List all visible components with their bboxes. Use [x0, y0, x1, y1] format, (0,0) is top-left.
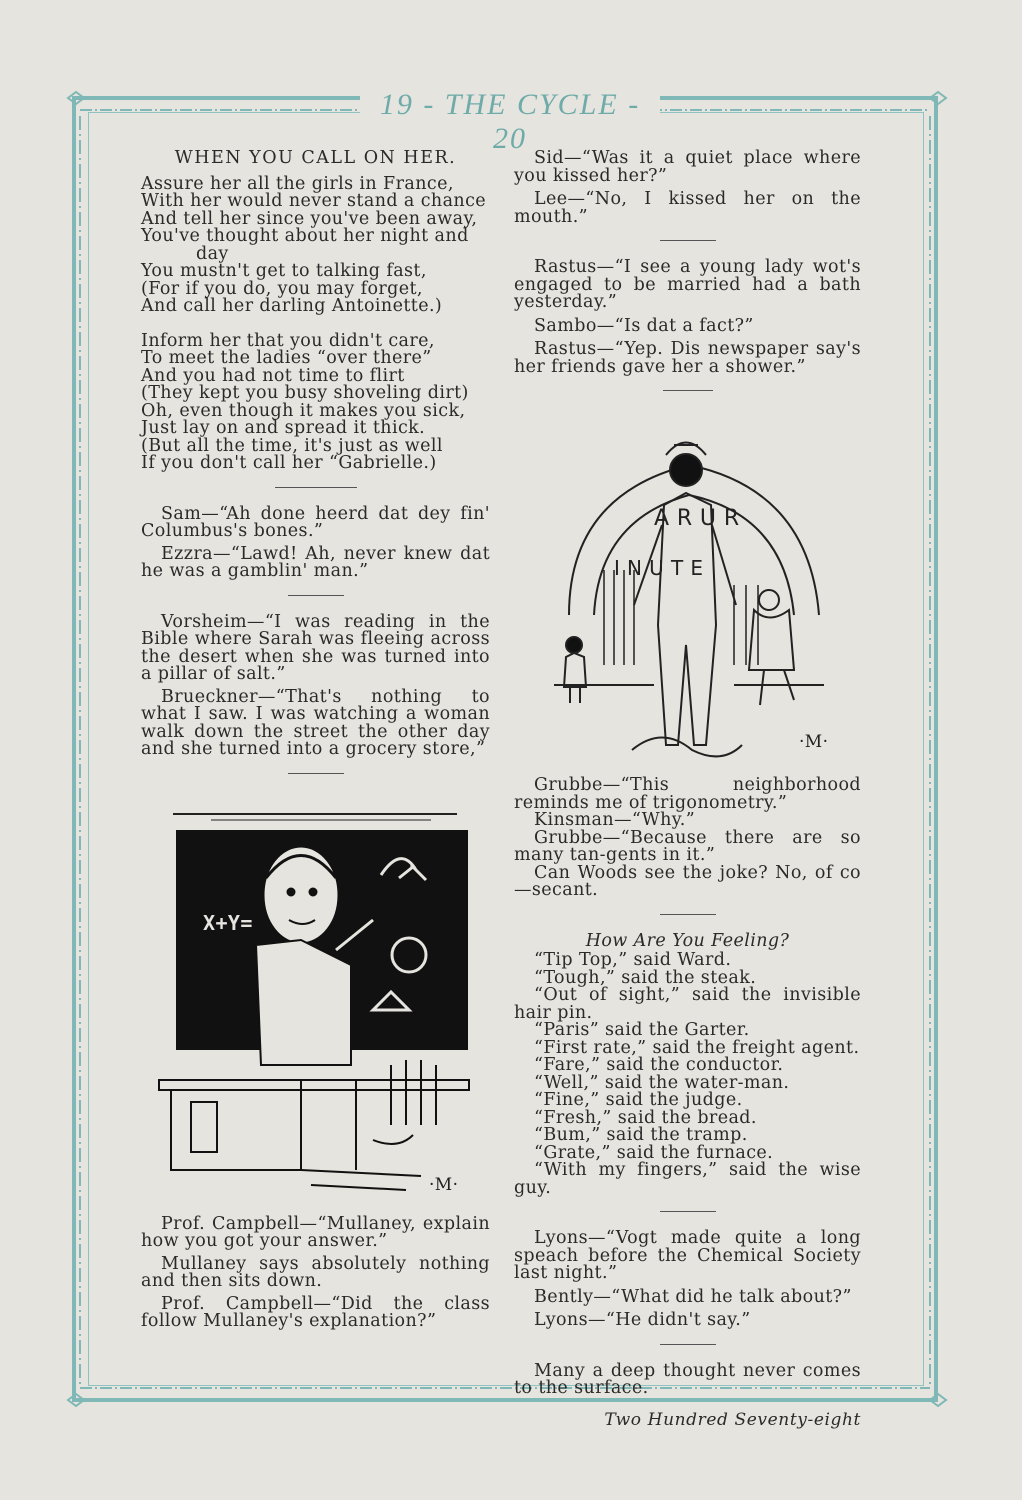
- poem-line: And you had not time to flirt: [141, 365, 405, 386]
- divider: [660, 914, 716, 915]
- artist-signature: ·M·: [429, 1174, 459, 1195]
- joke-line: Sam—“Ah done heerd dat dey fin' Columbus's bones.”: [141, 503, 490, 541]
- right-column: [514, 150, 861, 1429]
- artist-signature: ·M·: [799, 732, 829, 752]
- joke-line: Brueckner—“That's nothing to what I saw. I was watching a woman walk down the street the other day and she turned into a grocery store,”: [141, 686, 490, 759]
- joke-line: Vorsheim—“I was reading in the Bible where Sarah was fleeing across the desert when she was turned into a pillar of salt.”: [141, 611, 490, 684]
- divider: [660, 1344, 716, 1345]
- feeling-line: “Tough,” said the steak.: [534, 967, 757, 988]
- joke-line: Prof. Campbell—“Did the class follow Mullaney's explanation?”: [141, 1293, 490, 1331]
- joke-line: Sid—“Was it a quiet place where you kissed her?”: [514, 148, 861, 186]
- poem-title: WHEN YOU CALL ON HER.: [174, 148, 457, 168]
- joke-line: Kinsman—“Why.”: [534, 810, 696, 830]
- feeling-line: “Paris” said the Garter.: [534, 1020, 750, 1040]
- poem-line: Just lay on and spread it thick.: [141, 418, 426, 438]
- poem-line: And call her darling Antoinette.): [141, 296, 443, 316]
- poem-line: (For if you do, you may forget,: [141, 278, 423, 299]
- divider: [663, 390, 713, 391]
- feeling-line: “Out of sight,” said the invisible hair pin.: [514, 985, 861, 1023]
- arch-lettering-top: A R U R: [654, 506, 740, 531]
- divider: [660, 240, 716, 241]
- poem-line: You mustn't get to talking fast,: [141, 261, 427, 281]
- joke-line: Grubbe—“This neighborhood reminds me of trigonometry.”: [514, 775, 861, 813]
- institute-illustration: [514, 395, 861, 775]
- poem-line: And tell her since you've been away,: [141, 208, 478, 229]
- poem-line: Oh, even though it makes you sick,: [141, 400, 466, 421]
- poem-line: day: [196, 243, 229, 264]
- feeling-line: “Tip Top,” said Ward.: [534, 950, 732, 970]
- feeling-line: “Fresh,” said the bread.: [534, 1107, 757, 1128]
- feeling-line: “First rate,” said the freight agent.: [534, 1037, 860, 1058]
- closing-thought: Many a deep thought never comes to the surface.: [514, 1360, 861, 1398]
- poem-line: Inform her that you didn't care,: [141, 330, 435, 351]
- joke-line: Mullaney says absolutely nothing and then sits down.: [141, 1253, 490, 1291]
- joke-line: Lyons—“He didn't say.”: [534, 1310, 751, 1330]
- joke-line: Rastus—“Yep. Dis newspaper say's her friends gave her a shower.”: [514, 339, 861, 377]
- joke-line: Sambo—“Is dat a fact?”: [534, 315, 754, 336]
- joke-line: Lee—“No, I kissed her on the mouth.”: [514, 189, 861, 227]
- feeling-title: How Are You Feeling?: [585, 930, 790, 951]
- joke-line: Ezzra—“Lawd! Ah, never knew dat he was a gamblin' man.”: [141, 543, 490, 581]
- joke-line: Prof. Campbell—“Mullaney, explain how you got your answer.”: [141, 1213, 490, 1251]
- divider: [288, 595, 344, 596]
- poem-line: To meet the ladies “over there”: [141, 348, 432, 368]
- feeling-line: “Bum,” said the tramp.: [534, 1125, 748, 1145]
- board-equation: X+Y=: [203, 910, 253, 935]
- classroom-illustration: [141, 780, 490, 1210]
- poem-line: You've thought about her night and: [141, 226, 469, 246]
- joke-line: Rastus—“I see a young lady wot's engaged to be married had a bath yesterday.”: [514, 257, 861, 312]
- feeling-line: “Fare,” said the conductor.: [534, 1055, 784, 1075]
- feeling-line: “Grate,” said the furnace.: [534, 1142, 774, 1163]
- joke-line: Grubbe—“Because there are so many tan-gents in it.”: [514, 827, 861, 865]
- joke-line: Can Woods see the joke? No, of co—secant.: [514, 862, 861, 900]
- page-header-title: 19 - THE CYCLE - 20: [360, 88, 660, 156]
- left-column: [141, 150, 490, 1331]
- joke-line: Lyons—“Vogt made quite a long speach before the Chemical Society last night.”: [514, 1228, 861, 1283]
- poem-line: (But all the time, it's just as well: [141, 435, 443, 456]
- poem-line: If you don't call her “Gabrielle.): [141, 453, 437, 473]
- feeling-line: “Well,” said the water-man.: [534, 1072, 790, 1093]
- feeling-line: “Fine,” said the judge.: [534, 1090, 743, 1110]
- page-number: Two Hundred Seventy-eight: [604, 1409, 861, 1430]
- divider: [275, 487, 357, 488]
- arch-lettering-bottom: I N U T E: [614, 556, 704, 580]
- poem-line: Assure her all the girls in France,: [141, 173, 454, 194]
- poem-line: With her would never stand a chance: [141, 191, 487, 211]
- poem-line: (They kept you busy shoveling dirt): [141, 383, 469, 403]
- feeling-line: “With my fingers,” said the wise guy.: [514, 1160, 861, 1198]
- joke-line: Bently—“What did he talk about?”: [534, 1286, 852, 1307]
- divider: [288, 773, 344, 774]
- divider: [660, 1211, 716, 1212]
